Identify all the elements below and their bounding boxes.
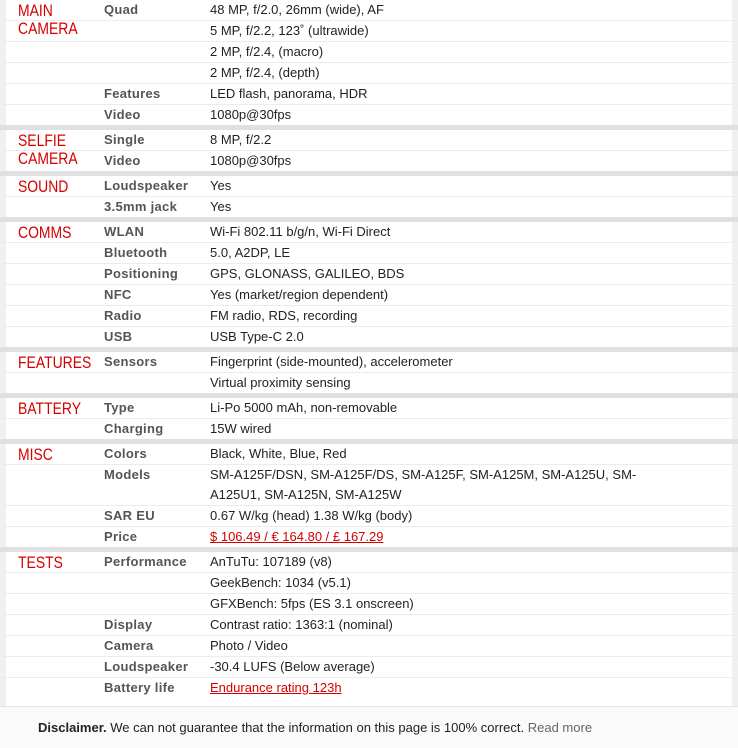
spec-row: [0, 285, 738, 306]
spec-value: GeekBench: 1034 (v5.1): [210, 575, 351, 590]
spec-label[interactable]: Sensors: [104, 354, 158, 369]
spec-label[interactable]: Loudspeaker: [104, 659, 189, 674]
spec-row: [0, 197, 738, 217]
section-title[interactable]: FEATURES: [18, 353, 92, 372]
spec-value: GFXBench: 5fps (ES 3.1 onscreen): [210, 596, 414, 611]
spec-value: FM radio, RDS, recording: [210, 308, 358, 323]
spec-value: Li-Po 5000 mAh, non-removable: [210, 400, 398, 415]
spec-row: [0, 21, 738, 42]
spec-value: AnTuTu: 107189 (v8): [210, 554, 332, 569]
spec-row: [0, 264, 738, 285]
spec-value: GPS, GLONASS, GALILEO, BDS: [210, 266, 405, 281]
spec-label[interactable]: Charging: [104, 421, 164, 436]
spec-value: 48 MP, f/2.0, 26mm (wide), AF: [210, 2, 384, 17]
spec-label[interactable]: 3.5mm jack: [104, 199, 178, 214]
spec-label[interactable]: Camera: [104, 638, 154, 653]
spec-label[interactable]: Battery life: [104, 680, 175, 695]
disclaimer-text: We can not guarantee that the information on this page is 100% correct.: [106, 720, 528, 735]
spec-label[interactable]: Performance: [104, 554, 187, 569]
spec-value: 1080p@30fps: [210, 153, 292, 168]
section-title[interactable]: SOUND: [18, 177, 69, 196]
spec-label[interactable]: [104, 63, 208, 83]
spec-row: [0, 352, 738, 373]
spec-label[interactable]: [104, 594, 208, 614]
spec-row: [0, 130, 738, 151]
spec-label[interactable]: Quad: [104, 2, 139, 17]
spec-section-misc: [0, 439, 738, 547]
spec-label[interactable]: Features: [104, 86, 161, 101]
section-title[interactable]: MAIN CAMERA: [18, 1, 78, 38]
spec-row: [0, 105, 738, 125]
spec-value: 5 MP, f/2.2, 123˚ (ultrawide): [210, 23, 369, 38]
spec-value: Yes: [210, 178, 232, 193]
spec-section-tests: [0, 547, 738, 698]
spec-row: [0, 42, 738, 63]
spec-value: 0.67 W/kg (head) 1.38 W/kg (body): [210, 508, 413, 523]
spec-value: Photo / Video: [210, 638, 288, 653]
spec-value: USB Type-C 2.0: [210, 329, 304, 344]
spec-label[interactable]: [104, 42, 208, 62]
spec-value: Wi-Fi 802.11 b/g/n, Wi-Fi Direct: [210, 224, 391, 239]
spec-row: [0, 552, 738, 573]
spec-label[interactable]: Bluetooth: [104, 245, 168, 260]
spec-label[interactable]: SAR EU: [104, 508, 155, 523]
spec-value: Contrast ratio: 1363:1 (nominal): [210, 617, 393, 632]
spec-value: [208, 527, 738, 547]
spec-value: 8 MP, f/2.2: [210, 132, 272, 147]
spec-row: [0, 594, 738, 615]
spec-section-main-camera: [0, 0, 738, 125]
spec-label[interactable]: Display: [104, 617, 153, 632]
spec-row: [0, 615, 738, 636]
spec-row: [0, 0, 738, 21]
spec-row: [0, 327, 738, 347]
spec-value: 2 MP, f/2.4, (macro): [210, 44, 324, 59]
spec-row: [0, 573, 738, 594]
spec-value: Black, White, Blue, Red: [210, 446, 347, 461]
disclaimer-bar: [0, 706, 738, 748]
spec-section-sound: [0, 171, 738, 217]
spec-row: [0, 176, 738, 197]
spec-value: 1080p@30fps: [210, 107, 292, 122]
spec-row: [0, 63, 738, 84]
spec-row: [0, 465, 738, 506]
spec-value: 5.0, A2DP, LE: [210, 245, 290, 260]
spec-label[interactable]: Price: [104, 529, 138, 544]
spec-label[interactable]: Video: [104, 107, 141, 122]
spec-label[interactable]: WLAN: [104, 224, 145, 239]
spec-value: [208, 678, 738, 698]
spec-row: [0, 151, 738, 171]
spec-row: [0, 373, 738, 393]
spec-label[interactable]: Single: [104, 132, 145, 147]
spec-label[interactable]: Models: [104, 467, 151, 482]
spec-value: Fingerprint (side-mounted), accelerometer: [210, 354, 453, 369]
spec-section-comms: [0, 217, 738, 347]
spec-row: [0, 419, 738, 439]
spec-value: SM-A125F/DSN, SM-A125F/DS, SM-A125F, SM-A125M, SM-A125U, SM-A125U1, SM-A125N, SM-A125W: [210, 467, 637, 502]
section-title[interactable]: COMMS: [18, 223, 72, 242]
section-title[interactable]: BATTERY: [18, 399, 82, 418]
spec-label[interactable]: USB: [104, 329, 133, 344]
spec-label[interactable]: [104, 573, 208, 593]
spec-row: [0, 506, 738, 527]
spec-row: [0, 306, 738, 327]
section-title[interactable]: SELFIE CAMERA: [18, 131, 78, 168]
section-title[interactable]: TESTS: [18, 553, 63, 572]
spec-value: Yes: [210, 199, 232, 214]
spec-label[interactable]: Type: [104, 400, 135, 415]
spec-value-link[interactable]: Endurance rating 123h: [210, 680, 342, 695]
spec-value: LED flash, panorama, HDR: [210, 86, 368, 101]
spec-label[interactable]: Video: [104, 153, 141, 168]
spec-label[interactable]: Radio: [104, 308, 142, 323]
spec-label[interactable]: Colors: [104, 446, 147, 461]
spec-value: -30.4 LUFS (Below average): [210, 659, 375, 674]
spec-section-battery: [0, 393, 738, 439]
spec-row: [0, 243, 738, 264]
spec-section-features: [0, 347, 738, 393]
read-more-link[interactable]: Read more: [527, 720, 593, 735]
spec-value: Virtual proximity sensing: [210, 375, 351, 390]
spec-value: 2 MP, f/2.4, (depth): [210, 65, 320, 80]
spec-label[interactable]: NFC: [104, 287, 132, 302]
spec-label[interactable]: [104, 21, 208, 41]
spec-row: [0, 657, 738, 678]
spec-row: [0, 636, 738, 657]
spec-label[interactable]: Loudspeaker: [104, 178, 189, 193]
spec-row: [0, 444, 738, 465]
disclaimer-title: Disclaimer.: [38, 720, 107, 735]
spec-row: [0, 398, 738, 419]
spec-value-link[interactable]: $ 106.49 / € 164.80 / £ 167.29: [210, 529, 384, 544]
spec-row: [0, 527, 738, 547]
spec-row: [0, 222, 738, 243]
spec-label[interactable]: Positioning: [104, 266, 179, 281]
spec-row: [0, 84, 738, 105]
spec-value: Yes (market/region dependent): [210, 287, 389, 302]
spec-label[interactable]: [104, 373, 208, 393]
section-title[interactable]: MISC: [18, 445, 53, 464]
spec-section-selfie-camera: [0, 125, 738, 171]
spec-value: 15W wired: [210, 421, 272, 436]
spec-row: [0, 678, 738, 698]
